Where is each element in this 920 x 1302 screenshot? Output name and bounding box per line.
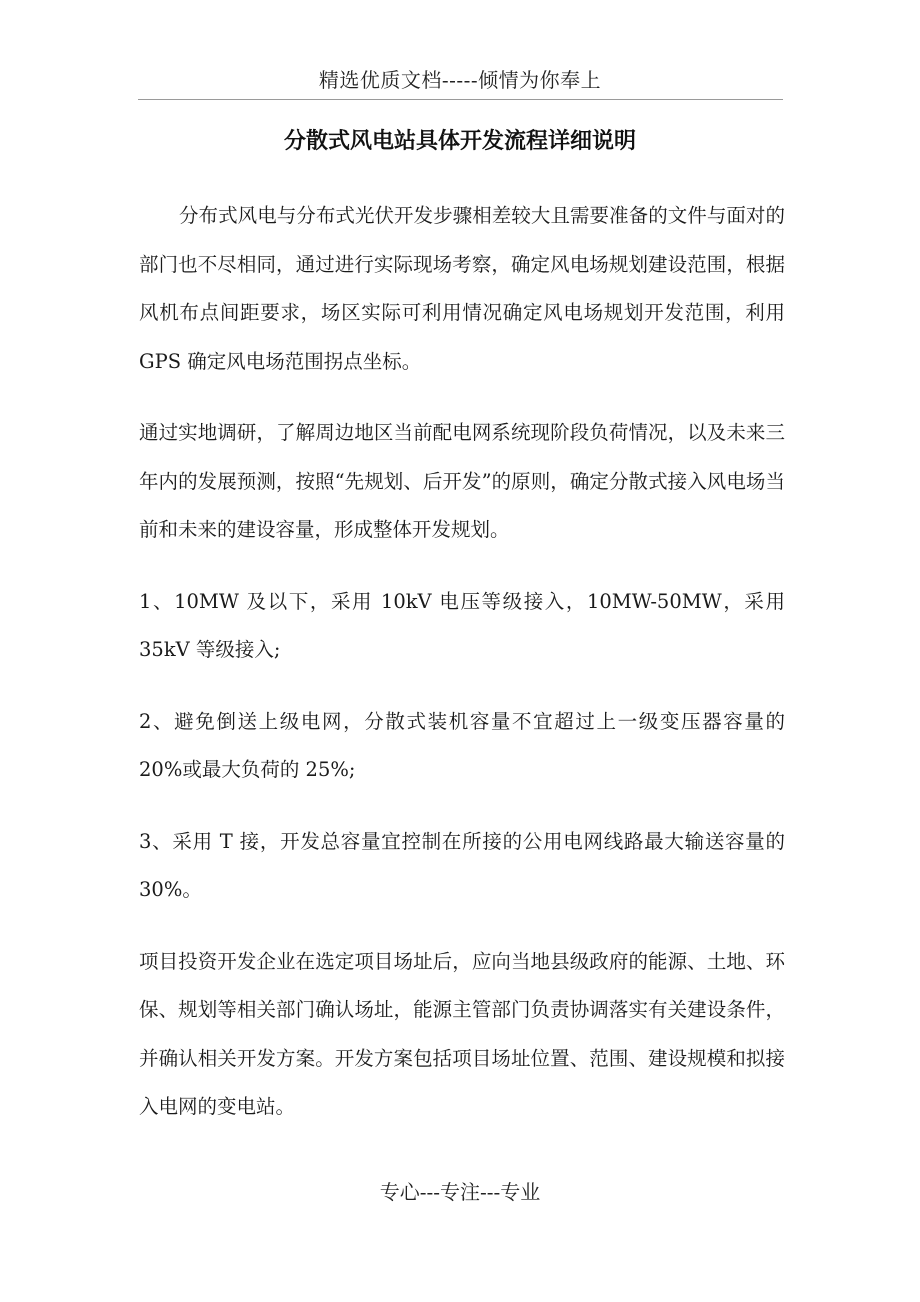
paragraph-intro: 分布式风电与分布式光伏开发步骤相差较大且需要准备的文件与面对的部门也不尽相同，通过进行实际现场考察，确定风电场规划建设范围，根据风机布点间距要求，场区实际可利用情况确定风电场规划开发范围，利用 GPS 确定风电场范围拐点坐标。 (139, 204, 785, 373)
paragraph-research: 通过实地调研，了解周边地区当前配电网系统现阶段负荷情况，以及未来三年内的发展预测，按照“先规划、后开发”的原则，确定分散式接入风电场当前和未来的建设容量，形成整体开发规划。 (139, 421, 785, 541)
page-header: 精选优质文档-----倾情为你奉上 (318, 68, 602, 92)
header-divider (138, 99, 783, 100)
list-item-2: 2、避免倒送上级电网，分散式装机容量不宜超过上一级变压器容量的 20%或最大负荷的 25%; (139, 709, 785, 781)
document-body (139, 192, 785, 1155)
paragraph-site-confirmation: 项目投资开发企业在选定项目场址后，应向当地县级政府的能源、土地、环保、规划等相关部门确认场址，能源主管部门负责协调落实有关建设条件，并确认相关开发方案。开发方案包括项目场址位置、范围、建设规模和拟接入电网的变电站。 (139, 949, 785, 1118)
page-footer: 专心---专注---专业 (379, 1180, 541, 1204)
list-item-3: 3、采用 T 接，开发总容量宜控制在所接的公用电网线路最大输送容量的 30%。 (139, 829, 785, 901)
list-item-1: 1、10MW 及以下，采用 10kV 电压等级接入，10MW-50MW，采用 35kV 等级接入; (139, 589, 785, 661)
document-title: 分散式风电站具体开发流程详细说明 (283, 128, 636, 154)
